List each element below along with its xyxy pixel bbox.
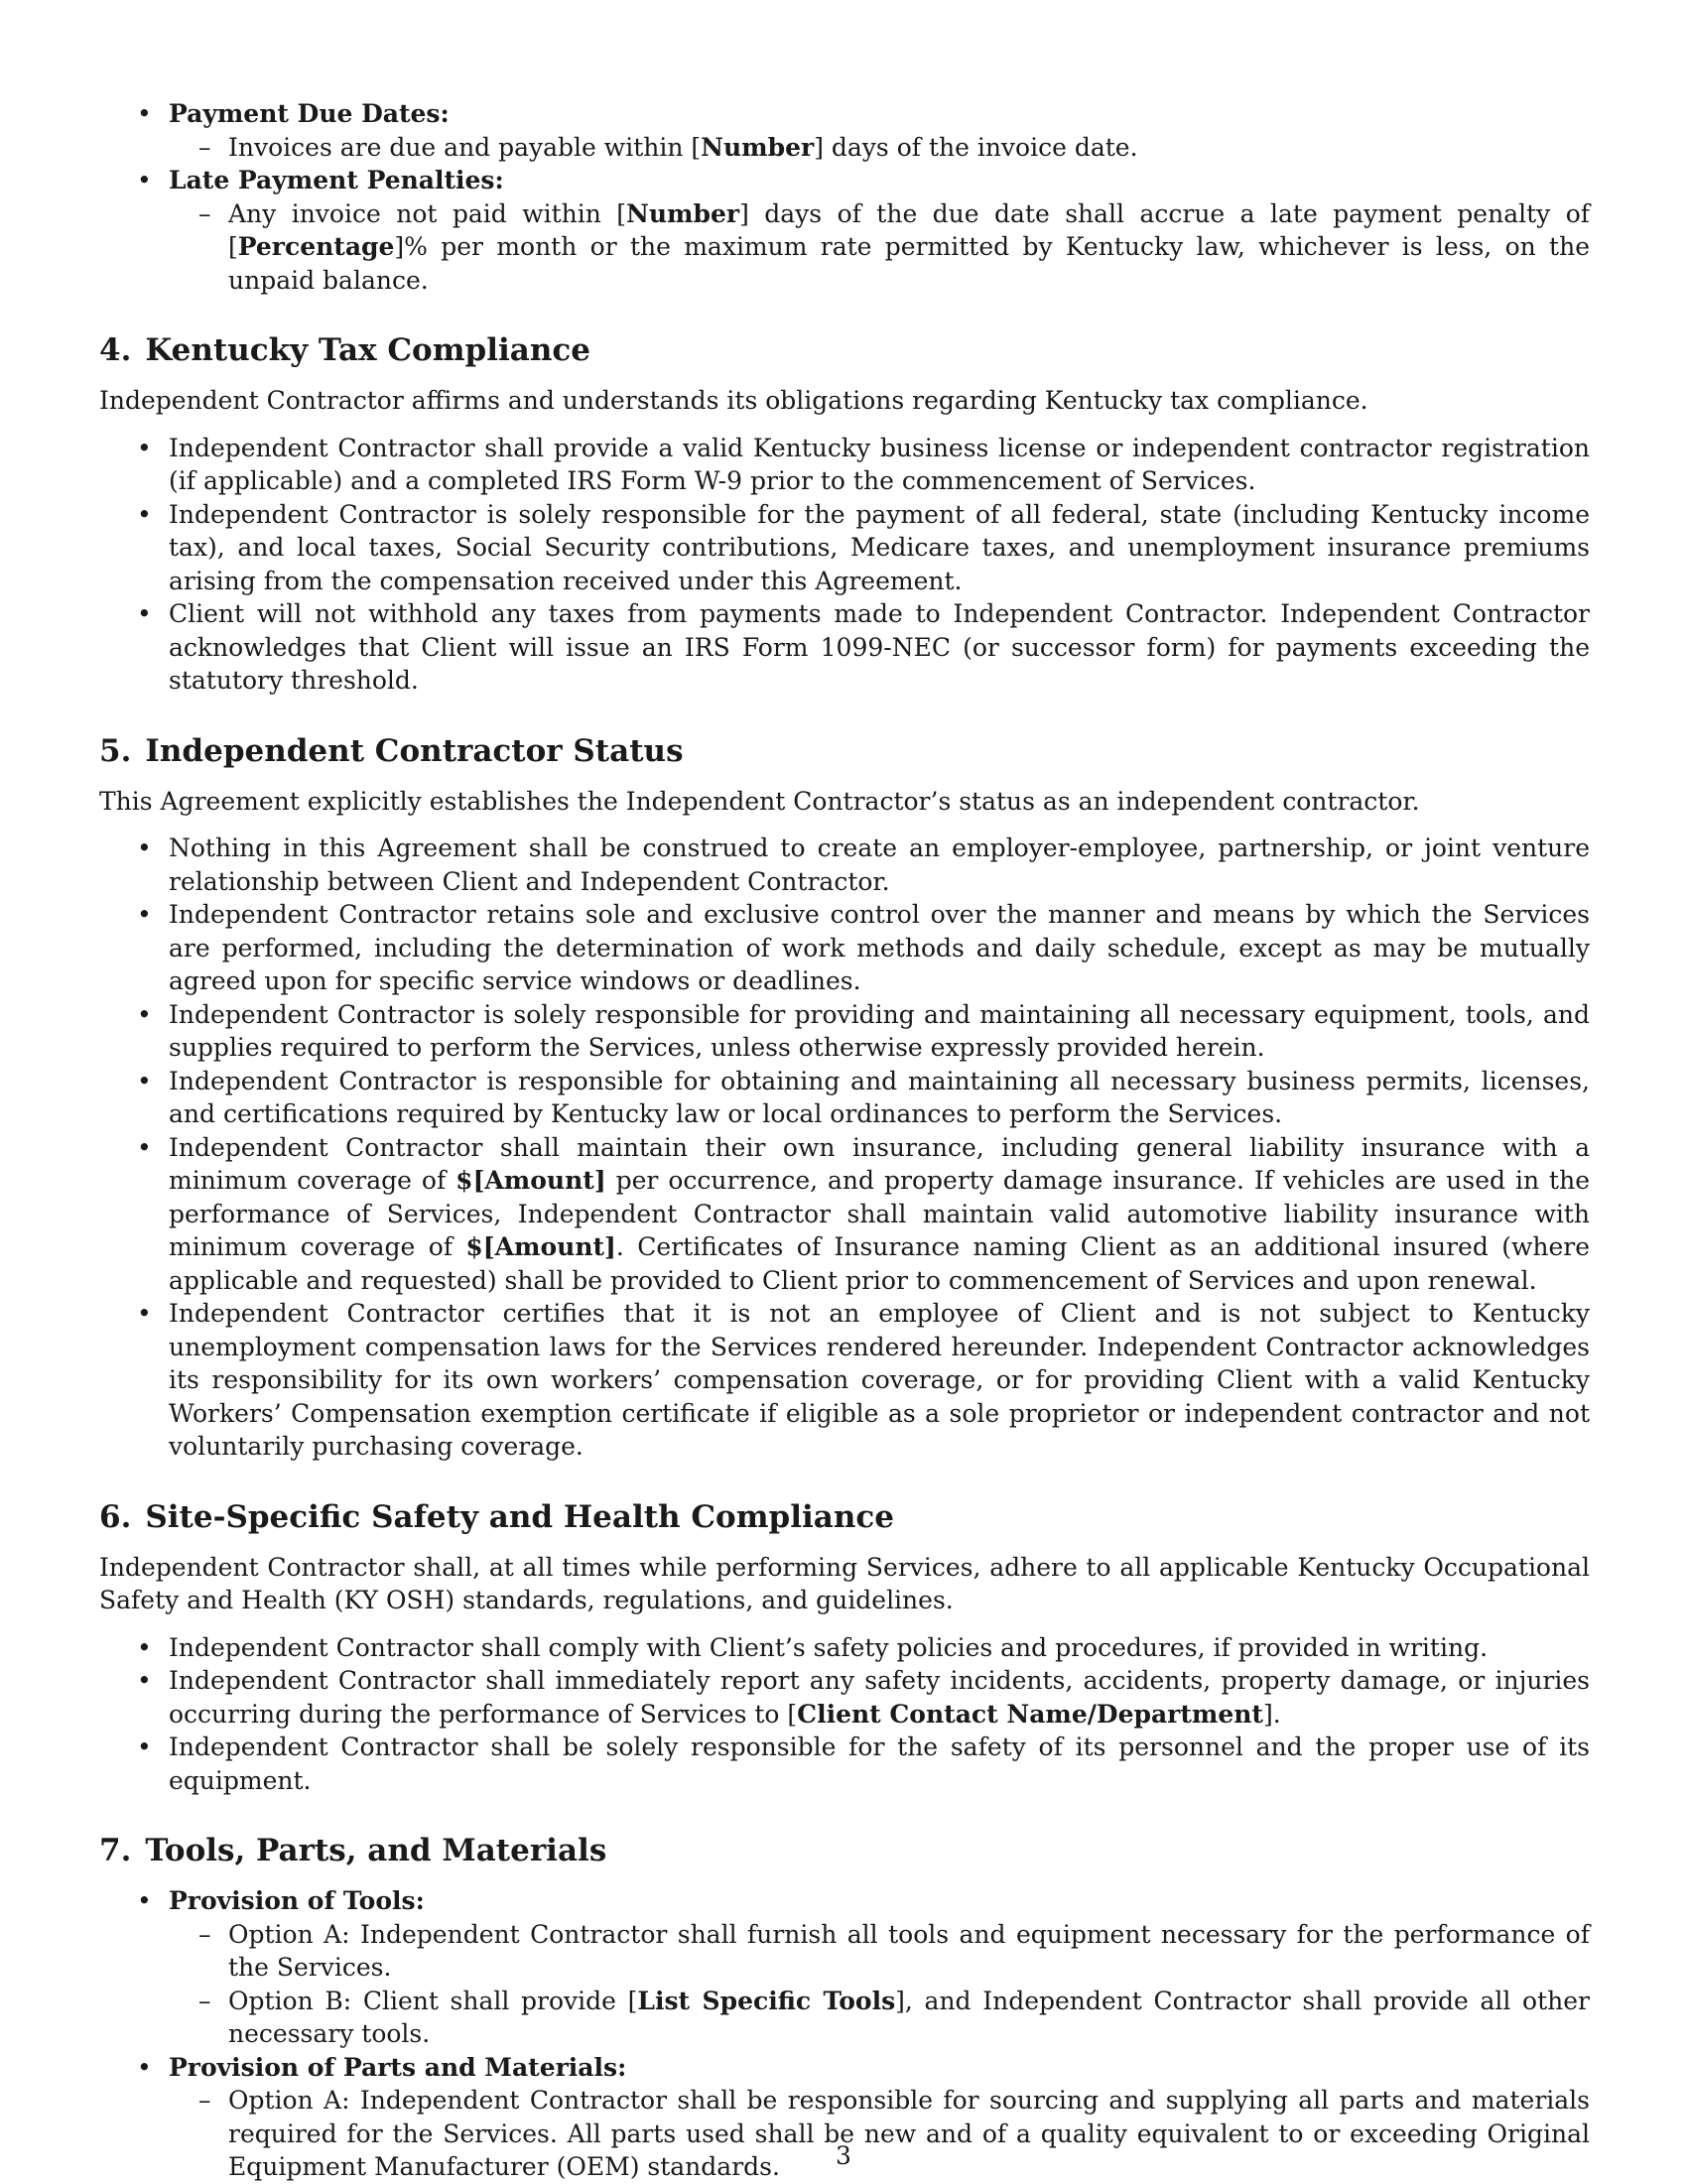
- section-heading-7: [99, 1831, 1590, 1870]
- list-item: • Independent Contractor is responsible for obtaining and maintaining all necessary business permits, licenses, and certifications required by Kentucky law or local ordinances to perform the Services.: [99, 1065, 1590, 1131]
- section-heading-5: [99, 731, 1590, 771]
- placeholder-field: Client Contact Name/Department: [797, 1699, 1263, 1729]
- list-item: • Independent Contractor shall comply with Client’s safety policies and procedures, if provided in writing.: [99, 1631, 1590, 1665]
- text: Independent Contractor shall maintain their own insurance, including general liability insurance with a minimum coverage of: [169, 1132, 1590, 1195]
- section-title: Kentucky Tax Compliance: [145, 332, 590, 368]
- list-item: • Independent Contractor shall be solely responsible for the safety of its personnel and the proper use of its equipment.: [99, 1731, 1590, 1797]
- list-item: [99, 1884, 1590, 2051]
- placeholder-field: $[Amount]: [455, 1166, 606, 1195]
- section-number: 4.: [99, 332, 132, 368]
- payment-due-label: Payment Due Dates:: [169, 99, 450, 128]
- tax-compliance-list: [99, 432, 1590, 698]
- text: ] days of the due date shall accrue a late payment penalty of [: [228, 198, 1590, 261]
- list-item: [169, 1985, 1590, 2051]
- list-item: – Option A: Independent Contractor shall be responsible for sourcing and supplying all parts and materials required for the Services. All parts used shall be new and of a quality equivalent to or exceeding Original Equipment Manufacturer (OEM) standards.: [169, 2084, 1590, 2184]
- placeholder-field: Percentage: [237, 232, 395, 261]
- section-title: Independent Contractor Status: [145, 732, 684, 769]
- parts-label: Provision of Parts and Materials:: [169, 2052, 627, 2082]
- list-item: • Nothing in this Agreement shall be construed to create an employer-employee, partnership, or joint venture relationship between Client and Independent Contractor.: [99, 832, 1590, 898]
- section-number: 7.: [99, 1833, 132, 1868]
- sub-list: [169, 197, 1590, 298]
- text: Option B: Client shall provide [: [228, 1986, 638, 2015]
- section-number: 5.: [99, 732, 132, 769]
- list-item: • Independent Contractor shall provide a valid Kentucky business license or independent contractor registration (if applicable) and a completed IRS Form W-9 prior to the commencement of Services.: [99, 432, 1590, 498]
- text: ], and Independent Contractor shall provide all other necessary tools.: [228, 1986, 1590, 2048]
- tools-materials-list: [99, 1884, 1590, 2184]
- list-item: • Independent Contractor certifies that it is not an employee of Client and is not subject to Kentucky unemployment compensation laws for the Services rendered hereunder. Independent Contractor acknowledges its responsibility for its own workers’ compensation coverage, or for providing Client with a valid Kentucky Workers’ Compensation exemption certificate if eligible as a sole proprietor or independent contractor and not voluntarily purchasing coverage.: [99, 1297, 1590, 1464]
- list-item: [99, 1664, 1590, 1731]
- document-page: [99, 97, 1590, 2184]
- list-item: • Client will not withhold any taxes from payments made to Independent Contractor. Independent Contractor acknowledges that Client will issue an IRS Form 1099-NEC (or successor form) for payments exceeding the statutory threshold.: [99, 597, 1590, 698]
- tools-label: Provision of Tools:: [169, 1886, 425, 1915]
- text: ] days of the invoice date.: [814, 132, 1138, 162]
- list-item: [99, 97, 1590, 164]
- section-intro: This Agreement explicitly establishes the Independent Contractor’s status as an independent contractor.: [99, 786, 1420, 816]
- placeholder-field: Number: [626, 198, 740, 228]
- section-number: 6.: [99, 1498, 132, 1535]
- page-number: 3: [836, 2141, 851, 2170]
- sub-list: [169, 1918, 1590, 2051]
- sub-list: [169, 131, 1590, 165]
- section-intro: Independent Contractor shall, at all times while performing Services, adhere to all applicable Kentucky Occupational Safety and Health (KY OSH) standards, regulations, and guidelines.: [99, 1552, 1590, 1614]
- safety-compliance-list: [99, 1631, 1590, 1798]
- text: Independent Contractor shall immediately report any safety incidents, accidents, property damage, or injuries occurring during the performance of Services to [: [169, 1666, 1590, 1729]
- section-heading-6: [99, 1497, 1590, 1537]
- placeholder-field: $[Amount]: [465, 1232, 616, 1261]
- placeholder-field: Number: [701, 132, 815, 162]
- contractor-status-list: [99, 832, 1590, 1464]
- list-item: • Independent Contractor retains sole and exclusive control over the manner and means by which the Services are performed, including the determination of work methods and daily schedule, except as may be mutually agreed upon for specific service windows or deadlines.: [99, 898, 1590, 998]
- text: . Certificates of Insurance naming Client as an additional insured (where applicable and requested) shall be provided to Client prior to commencement of Services and upon renewal.: [169, 1232, 1590, 1295]
- placeholder-field: List Specific Tools: [637, 1986, 896, 2015]
- section-title: Site-Specific Safety and Health Compliance: [145, 1498, 894, 1535]
- text: ]% per month or the maximum rate permitted by Kentucky law, whichever is less, on the unpaid balance.: [228, 232, 1590, 295]
- list-item: [99, 1131, 1590, 1298]
- section-intro: Independent Contractor affirms and understands its obligations regarding Kentucky tax compliance.: [99, 386, 1368, 415]
- list-item: • Independent Contractor is solely responsible for the payment of all federal, state (including Kentucky income tax), and local taxes, Social Security contributions, Medicare taxes, and unemployment insurance premiums arising from the compensation received under this Agreement.: [99, 498, 1590, 598]
- section-title: Tools, Parts, and Materials: [145, 1833, 607, 1868]
- list-item: • Independent Contractor is solely responsible for providing and maintaining all necessary equipment, tools, and supplies required to perform the Services, unless otherwise expressly provided herein.: [99, 998, 1590, 1065]
- late-payment-label: Late Payment Penalties:: [169, 166, 504, 194]
- text: Invoices are due and payable within [: [228, 132, 702, 162]
- list-item: [169, 131, 1590, 165]
- list-item: [99, 164, 1590, 297]
- text: Any invoice not paid within [: [228, 198, 627, 228]
- text: ].: [1262, 1699, 1281, 1729]
- payment-terms-list: [99, 97, 1590, 297]
- text: per occurrence, and property damage insurance. If vehicles are used in the performance of Services, Independent Contractor shall maintain valid automotive liability insurance with minimum coverage of: [169, 1166, 1590, 1261]
- list-item: [169, 197, 1590, 298]
- list-item: – Option A: Independent Contractor shall furnish all tools and equipment necessary for the performance of the Services.: [169, 1918, 1590, 1985]
- section-heading-4: [99, 330, 1590, 370]
